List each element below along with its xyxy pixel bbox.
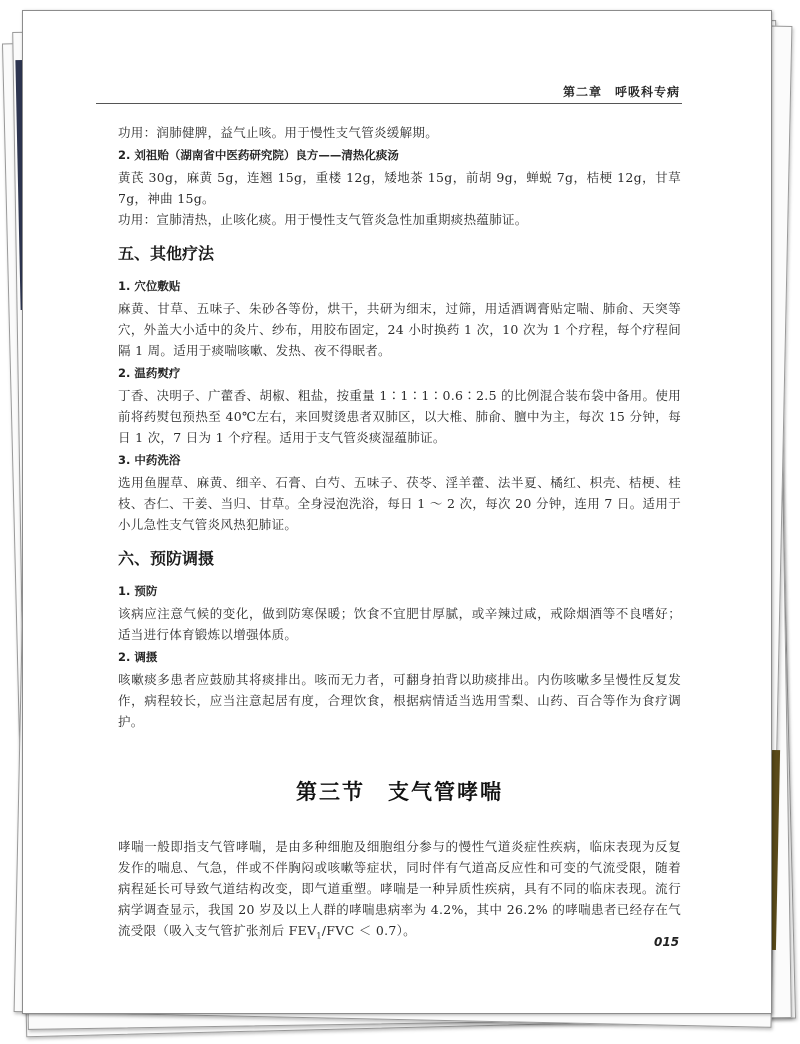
section-heading: 五、其他疗法	[118, 244, 215, 263]
page-content	[118, 122, 681, 947]
running-head: 第二章 呼吸科专病	[562, 85, 680, 99]
chapter-intro	[118, 836, 681, 947]
item-heading: 1. 穴位敷贴	[118, 279, 181, 293]
item-heading: 3. 中药洗浴	[118, 453, 181, 467]
item-heading: 1. 预防	[118, 584, 158, 598]
page-header	[96, 83, 682, 104]
page-number: 015	[654, 935, 680, 949]
item-heading: 2. 调摄	[118, 650, 158, 664]
efficacy-text: 功用：宣肺清热，止咳化痰。用于慢性支气管炎急性加重期痰热蕴肺证。	[118, 212, 528, 227]
recipe-ingredients: 黄芪 30g，麻黄 5g，连翘 15g，重楼 12g，矮地茶 15g，前胡 9g，蝉蜕 7g，桔梗 12g，甘草 7g，神曲 15g。	[118, 170, 681, 206]
recipe-title: 2. 刘祖贻（湖南省中医药研究院）良方——清热化痰汤	[118, 148, 399, 162]
intro-main-text: 哮喘一般即指支气管哮喘，是由多种细胞及细胞组分参与的慢性气道炎症性疾病，临床表现为反复发作的喘息、气急，伴或不伴胸闷或咳嗽等症状，同时伴有气道高反应性和可变的气流受限，随着病程延长可导致气道结构改变，即气道重塑。哮喘是一种异质性疾病，具有不同的临床表现。流行病学调查显示，我国 20 岁及以上人群的哮喘患病率为 4.2%，其中 26.2% 的哮喘患者已经存在气流受限（吸入支气管扩张剂后 FEV	[118, 839, 681, 938]
intro-tail-text: /FVC ＜ 0.7）。	[321, 923, 416, 938]
item-text: 麻黄、甘草、五味子、朱砂各等份，烘干，共研为细末，过筛，用适酒调膏贴定喘、肺俞、天突等穴，外盖大小适中的灸片、纱布，用胶布固定，24 小时换药 1 次，10 次为 1 个疗程，每个疗程间隔 1 周。适用于痰喘咳嗽、发热、夜不得眠者。	[118, 301, 681, 358]
item-text: 该病应注意气候的变化，做到防寒保暖；饮食不宜肥甘厚腻，或辛辣过咸，戒除烟酒等不良嗜好；适当进行体育锻炼以增强体质。	[118, 606, 681, 642]
item-heading: 2. 温药熨疗	[118, 366, 181, 380]
item-text: 选用鱼腥草、麻黄、细辛、石膏、白芍、五味子、茯苓、淫羊藿、法半夏、橘红、枳壳、桔梗、桂枝、杏仁、干姜、当归、甘草。全身浸泡洗浴，每日 1 ～ 2 次，每次 20 分钟，连用 7 日。适用于小儿急性支气管炎风热犯肺证。	[118, 475, 681, 532]
section-heading: 六、预防调摄	[118, 549, 215, 568]
intro-subscript: 1	[316, 931, 322, 941]
item-text: 咳嗽痰多患者应鼓励其将痰排出。咳而无力者，可翻身拍背以助痰排出。内伤咳嗽多呈慢性反复发作，病程较长，应当注意起居有度，合理饮食，根据病情适当选用雪梨、山药、百合等作为食疗调护。	[118, 672, 681, 729]
item-text: 丁香、决明子、广藿香、胡椒、粗盐，按重量 1∶1∶1∶0.6∶2.5 的比例混合装布袋中备用。使用前将药熨包预热至 40℃左右，来回熨烫患者双肺区，以大椎、肺俞、膻中为主，每次 15 分钟，每日 1 次，7 日为 1 个疗程。适用于支气管炎痰湿蕴肺证。	[118, 388, 681, 445]
chapter-title: 第三节 支气管哮喘	[296, 779, 503, 804]
efficacy-text: 功用：润肺健脾，益气止咳。用于慢性支气管炎缓解期。	[118, 125, 439, 140]
